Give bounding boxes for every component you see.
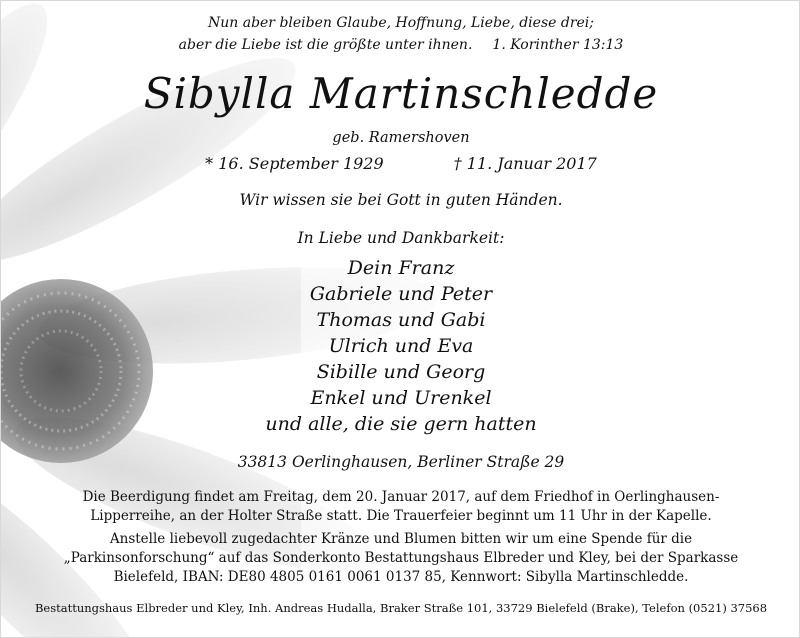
funeral-home-footer: Bestattungshaus Elbreder und Kley, Inh. Andreas Hudalla, Braker Straße 101, 33729 Bielefeld (Brake), Telefon (0521) 37568 xyxy=(34,601,768,615)
verse-line-1: Nun aber bleiben Glaube, Hoffnung, Liebe, diese drei; xyxy=(207,15,594,31)
mourner-line: Enkel und Urenkel xyxy=(310,387,492,409)
obituary-text xyxy=(1,1,800,638)
family-address: 33813 Oerlinghausen, Berliner Straße 29 xyxy=(237,453,565,471)
donation-line: „Parkinsonforschung“ auf das Sonderkonto Bestattungshaus Elbreder und Kley, bei der Sparkasse xyxy=(63,550,739,566)
verse-text: aber die Liebe ist die größte unter ihnen. xyxy=(178,37,473,53)
mourner-line: Gabriele und Peter xyxy=(309,283,493,305)
mourner-line: und alle, die sie gern hatten xyxy=(265,413,537,435)
verse-reference: 1. Korinther 13:13 xyxy=(492,37,624,53)
funeral-line: Lipperreihe, an der Holter Straße statt. Die Trauerfeier beginnt um 11 Uhr in der Kapelle. xyxy=(90,508,712,524)
donation-line: Bielefeld, IBAN: DE80 4805 0161 0061 0137 85, Kennwort: Sibylla Martinschledde. xyxy=(113,569,689,585)
funeral-line: Die Beerdigung findet am Freitag, dem 20. Januar 2017, auf dem Friedhof in Oerlinghausen- xyxy=(82,489,720,505)
mourner-line: Thomas und Gabi xyxy=(316,309,486,331)
deceased-name: Sibylla Martinschledde xyxy=(143,69,659,118)
death-date: † 11. Januar 2017 xyxy=(453,154,597,173)
mourner-line: Dein Franz xyxy=(347,257,455,279)
gratitude-heading: In Liebe und Dankbarkeit: xyxy=(297,229,505,247)
verse-line-2 xyxy=(1,37,800,53)
mourner-line: Sibille und Georg xyxy=(316,361,486,383)
maiden-name: geb. Ramershoven xyxy=(332,130,470,146)
mourner-line: Ulrich und Eva xyxy=(328,335,474,357)
motto: Wir wissen sie bei Gott in guten Händen. xyxy=(239,191,563,209)
birth-date: * 16. September 1929 xyxy=(205,154,384,173)
life-dates xyxy=(1,154,800,173)
donation-line: Anstelle liebevoll zugedachter Kränze und Blumen bitten wir um eine Spende für die xyxy=(109,531,693,547)
